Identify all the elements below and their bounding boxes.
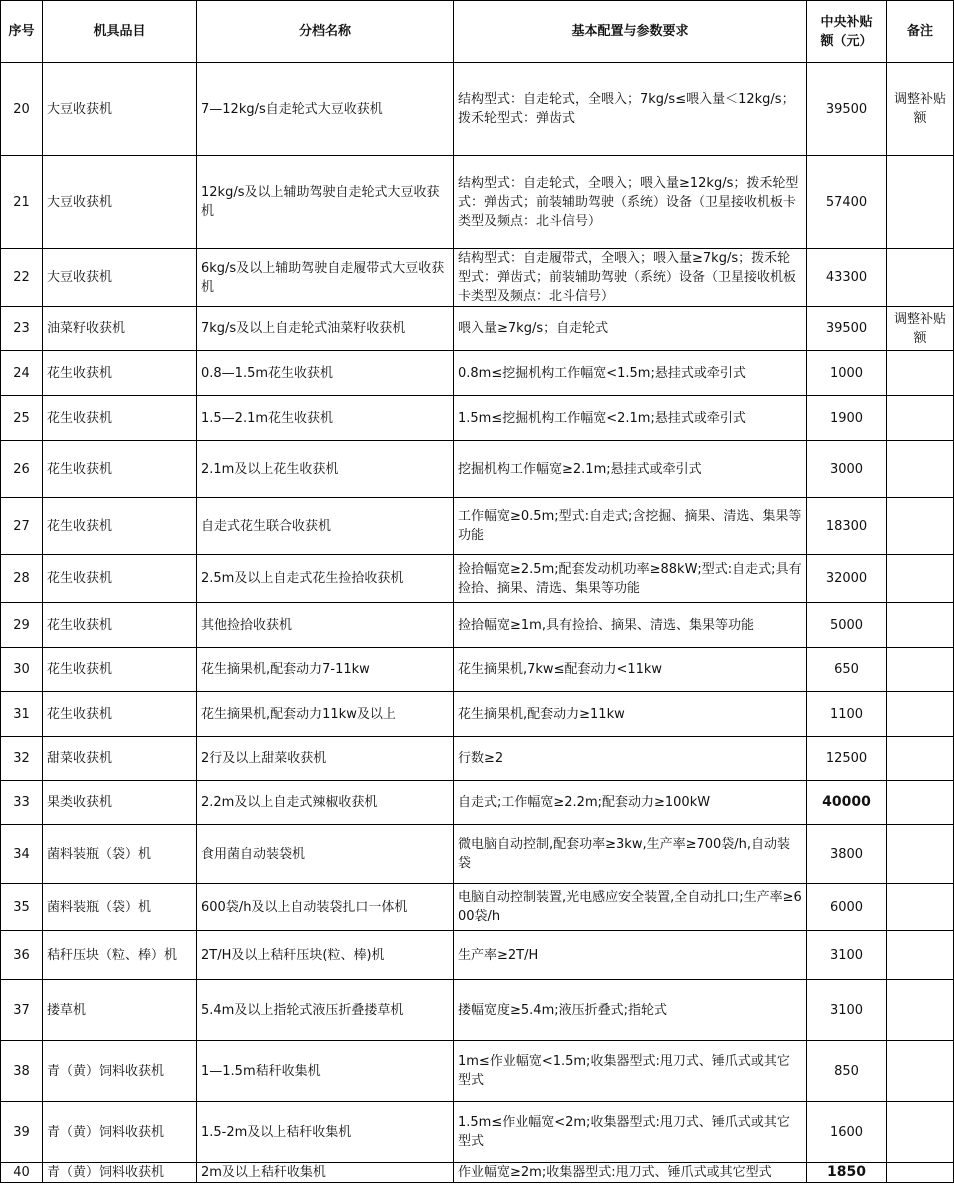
note-cell — [887, 692, 954, 737]
seq-cell: 36 — [1, 931, 43, 980]
table-row — [1, 555, 954, 603]
config-cell: 微电脑自动控制,配套功率≥3kw,生产率≥700袋/h,自动装袋 — [454, 825, 807, 884]
table-row — [1, 441, 954, 498]
table-row — [1, 692, 954, 737]
note-cell — [887, 781, 954, 825]
table-row — [1, 1102, 954, 1163]
tier-cell: 2.1m及以上花生收获机 — [197, 441, 454, 498]
table-row — [1, 884, 954, 931]
note-cell — [887, 555, 954, 603]
item-cell: 花生收获机 — [43, 648, 197, 692]
subsidy-cell: 6000 — [807, 884, 887, 931]
subsidy-cell: 43300 — [807, 249, 887, 307]
config-cell: 作业幅宽≥2m;收集器型式:甩刀式、锤爪式或其它型式 — [454, 1163, 807, 1183]
config-cell: 搂幅宽度≥5.4m;液压折叠式;指轮式 — [454, 980, 807, 1041]
tier-cell: 1—1.5m秸秆收集机 — [197, 1041, 454, 1102]
note-cell — [887, 249, 954, 307]
subsidy-cell: 12500 — [807, 737, 887, 781]
note-cell — [887, 980, 954, 1041]
tier-cell: 2.5m及以上自走式花生捡拾收获机 — [197, 555, 454, 603]
subsidy-cell: 39500 — [807, 63, 887, 156]
note-cell — [887, 441, 954, 498]
tier-cell: 其他捡拾收获机 — [197, 603, 454, 648]
seq-cell: 23 — [1, 307, 43, 351]
item-cell: 花生收获机 — [43, 351, 197, 396]
tier-cell: 食用菌自动装袋机 — [197, 825, 454, 884]
note-cell — [887, 825, 954, 884]
table-row — [1, 980, 954, 1041]
item-cell: 青（黄）饲料收获机 — [43, 1102, 197, 1163]
item-cell: 秸秆压块（粒、棒）机 — [43, 931, 197, 980]
table-row — [1, 648, 954, 692]
subsidy-cell: 850 — [807, 1041, 887, 1102]
item-cell: 油菜籽收获机 — [43, 307, 197, 351]
note-cell — [887, 351, 954, 396]
seq-cell: 35 — [1, 884, 43, 931]
item-cell: 花生收获机 — [43, 441, 197, 498]
config-cell: 0.8m≤挖掘机构工作幅宽<1.5m;悬挂式或牵引式 — [454, 351, 807, 396]
subsidy-cell: 1100 — [807, 692, 887, 737]
note-cell — [887, 648, 954, 692]
note-cell — [887, 156, 954, 249]
tier-cell: 7—12kg/s自走轮式大豆收获机 — [197, 63, 454, 156]
tier-cell: 2行及以上甜菜收获机 — [197, 737, 454, 781]
table-row — [1, 307, 954, 351]
subsidy-cell: 18300 — [807, 498, 887, 555]
item-cell: 花生收获机 — [43, 555, 197, 603]
subsidy-cell: 40000 — [807, 781, 887, 825]
note-cell — [887, 737, 954, 781]
config-cell: 结构型式：自走轮式，全喂入；喂入量≥12kg/s；拨禾轮型式：弹齿式；前装辅助驾驶（系统）设备（卫星接收机板卡类型及频点：北斗信号） — [454, 156, 807, 249]
note-cell: 调整补贴额 — [887, 307, 954, 351]
config-cell: 工作幅宽≥0.5m;型式:自走式;含挖掘、摘果、清选、集果等功能 — [454, 498, 807, 555]
item-cell: 大豆收获机 — [43, 156, 197, 249]
item-cell: 花生收获机 — [43, 692, 197, 737]
subsidy-cell: 3800 — [807, 825, 887, 884]
item-cell: 甜菜收获机 — [43, 737, 197, 781]
table-row — [1, 249, 954, 307]
subsidy-cell: 650 — [807, 648, 887, 692]
table-row — [1, 1163, 954, 1183]
table-row — [1, 396, 954, 441]
tier-cell: 600袋/h及以上自动装袋扎口一体机 — [197, 884, 454, 931]
subsidy-cell: 5000 — [807, 603, 887, 648]
item-cell: 青（黄）饲料收获机 — [43, 1163, 197, 1183]
tier-cell: 花生摘果机,配套动力7-11kw — [197, 648, 454, 692]
config-cell: 花生摘果机,配套动力≥11kw — [454, 692, 807, 737]
seq-cell: 39 — [1, 1102, 43, 1163]
note-cell — [887, 396, 954, 441]
config-cell: 电脑自动控制装置,光电感应安全装置,全自动扎口;生产率≥600袋/h — [454, 884, 807, 931]
subsidy-cell: 39500 — [807, 307, 887, 351]
item-cell: 搂草机 — [43, 980, 197, 1041]
subsidy-cell: 1600 — [807, 1102, 887, 1163]
subsidy-cell: 32000 — [807, 555, 887, 603]
header-tier: 分档名称 — [197, 1, 454, 63]
table-row — [1, 603, 954, 648]
seq-cell: 28 — [1, 555, 43, 603]
item-cell: 花生收获机 — [43, 603, 197, 648]
note-cell — [887, 603, 954, 648]
config-cell: 行数≥2 — [454, 737, 807, 781]
header-row — [1, 1, 954, 63]
item-cell: 菌料装瓶（袋）机 — [43, 825, 197, 884]
seq-cell: 20 — [1, 63, 43, 156]
header-note: 备注 — [887, 1, 954, 63]
seq-cell: 34 — [1, 825, 43, 884]
config-cell: 结构型式：自走履带式，全喂入；喂入量≥7kg/s；拨禾轮型式：弹齿式；前装辅助驾驶（系统）设备（卫星接收机板卡类型及频点：北斗信号） — [454, 249, 807, 307]
table-row — [1, 825, 954, 884]
subsidy-cell: 57400 — [807, 156, 887, 249]
seq-cell: 33 — [1, 781, 43, 825]
tier-cell: 2m及以上秸秆收集机 — [197, 1163, 454, 1183]
seq-cell: 24 — [1, 351, 43, 396]
seq-cell: 40 — [1, 1163, 43, 1183]
header-config: 基本配置与参数要求 — [454, 1, 807, 63]
tier-cell: 1.5—2.1m花生收获机 — [197, 396, 454, 441]
seq-cell: 27 — [1, 498, 43, 555]
table-row — [1, 931, 954, 980]
tier-cell: 花生摘果机,配套动力11kw及以上 — [197, 692, 454, 737]
subsidy-cell: 3100 — [807, 980, 887, 1041]
tier-cell: 6kg/s及以上辅助驾驶自走履带式大豆收获机 — [197, 249, 454, 307]
table-row — [1, 351, 954, 396]
header-seq: 序号 — [1, 1, 43, 63]
note-cell — [887, 1041, 954, 1102]
item-cell: 花生收获机 — [43, 396, 197, 441]
note-cell: 调整补贴额 — [887, 63, 954, 156]
note-cell — [887, 1163, 954, 1183]
seq-cell: 32 — [1, 737, 43, 781]
tier-cell: 5.4m及以上指轮式液压折叠搂草机 — [197, 980, 454, 1041]
note-cell — [887, 931, 954, 980]
note-cell — [887, 1102, 954, 1163]
item-cell: 大豆收获机 — [43, 249, 197, 307]
config-cell: 捡拾幅宽≥1m,具有捡拾、摘果、清选、集果等功能 — [454, 603, 807, 648]
item-cell: 果类收获机 — [43, 781, 197, 825]
table-row — [1, 498, 954, 555]
seq-cell: 21 — [1, 156, 43, 249]
subsidy-cell: 1900 — [807, 396, 887, 441]
config-cell: 1.5m≤作业幅宽<2m;收集器型式:甩刀式、锤爪式或其它型式 — [454, 1102, 807, 1163]
seq-cell: 31 — [1, 692, 43, 737]
note-cell — [887, 884, 954, 931]
tier-cell: 2T/H及以上秸秆压块(粒、棒)机 — [197, 931, 454, 980]
config-cell: 花生摘果机,7kw≤配套动力<11kw — [454, 648, 807, 692]
item-cell: 青（黄）饲料收获机 — [43, 1041, 197, 1102]
note-cell — [887, 498, 954, 555]
tier-cell: 2.2m及以上自走式辣椒收获机 — [197, 781, 454, 825]
item-cell: 大豆收获机 — [43, 63, 197, 156]
seq-cell: 37 — [1, 980, 43, 1041]
tier-cell: 12kg/s及以上辅助驾驶自走轮式大豆收获机 — [197, 156, 454, 249]
config-cell: 喂入量≥7kg/s；自走轮式 — [454, 307, 807, 351]
seq-cell: 30 — [1, 648, 43, 692]
config-cell: 自走式;工作幅宽≥2.2m;配套动力≥100kW — [454, 781, 807, 825]
table-row — [1, 156, 954, 249]
config-cell: 1m≤作业幅宽<1.5m;收集器型式:甩刀式、锤爪式或其它型式 — [454, 1041, 807, 1102]
subsidy-cell: 3100 — [807, 931, 887, 980]
tier-cell: 7kg/s及以上自走轮式油菜籽收获机 — [197, 307, 454, 351]
table-row — [1, 737, 954, 781]
config-cell: 1.5m≤挖掘机构工作幅宽<2.1m;悬挂式或牵引式 — [454, 396, 807, 441]
header-item: 机具品目 — [43, 1, 197, 63]
tier-cell: 自走式花生联合收获机 — [197, 498, 454, 555]
config-cell: 捡拾幅宽≥2.5m;配套发动机功率≥88kW;型式:自走式;具有捡拾、摘果、清选、集果等功能 — [454, 555, 807, 603]
config-cell: 生产率≥2T/H — [454, 931, 807, 980]
seq-cell: 29 — [1, 603, 43, 648]
header-subsidy: 中央补贴额（元） — [807, 1, 887, 63]
seq-cell: 26 — [1, 441, 43, 498]
tier-cell: 0.8—1.5m花生收获机 — [197, 351, 454, 396]
table-row — [1, 1041, 954, 1102]
seq-cell: 25 — [1, 396, 43, 441]
table-row — [1, 63, 954, 156]
config-cell: 结构型式：自走轮式，全喂入；7kg/s≤喂入量＜12kg/s；拨禾轮型式：弹齿式 — [454, 63, 807, 156]
subsidy-cell: 1850 — [807, 1163, 887, 1183]
item-cell: 花生收获机 — [43, 498, 197, 555]
config-cell: 挖掘机构工作幅宽≥2.1m;悬挂式或牵引式 — [454, 441, 807, 498]
subsidy-cell: 1000 — [807, 351, 887, 396]
tier-cell: 1.5-2m及以上秸秆收集机 — [197, 1102, 454, 1163]
seq-cell: 38 — [1, 1041, 43, 1102]
item-cell: 菌料装瓶（袋）机 — [43, 884, 197, 931]
seq-cell: 22 — [1, 249, 43, 307]
subsidy-cell: 3000 — [807, 441, 887, 498]
table-row — [1, 781, 954, 825]
